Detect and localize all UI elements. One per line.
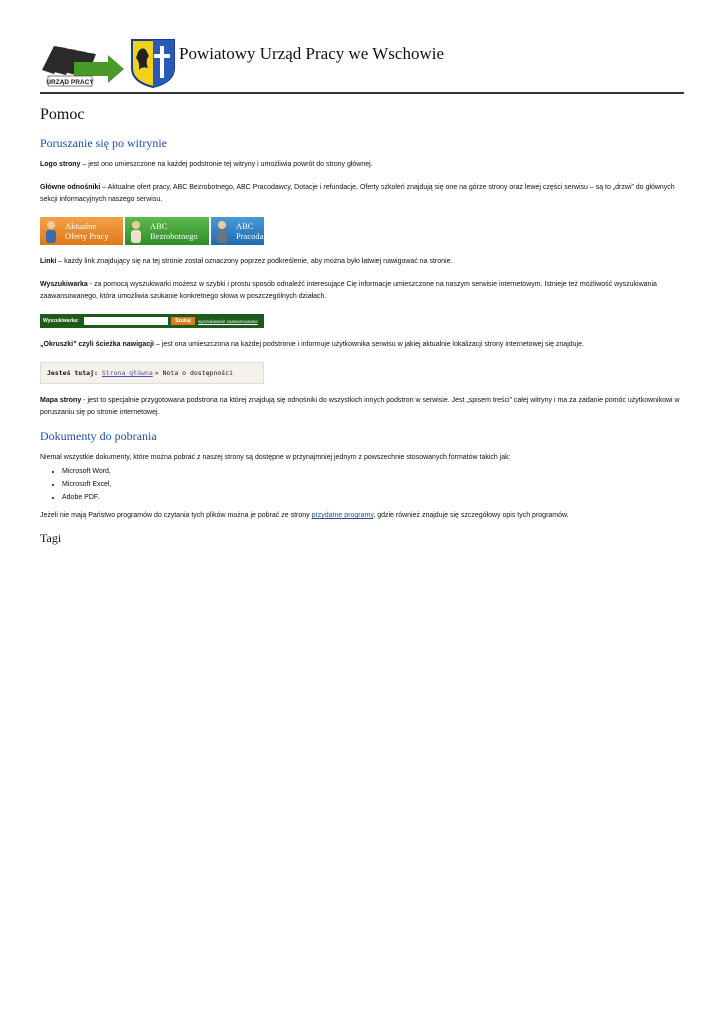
paragraph-documents-intro: Niemal wszystkie dokumenty, które można pobrać z naszej strony są dostępne w przynajmniej jednym z powszechnie stosowanych formatów takich jak:	[40, 454, 511, 461]
useful-programs-link[interactable]: przydatne programy	[311, 512, 374, 519]
term-search: Wyszukiwarka	[40, 281, 88, 288]
term-logo: Logo strony	[40, 161, 81, 168]
breadcrumb-current: » Nota o dostępności	[154, 369, 234, 377]
searchbar-example	[40, 314, 264, 328]
list-item: • Microsoft Word,	[62, 465, 684, 478]
breadcrumb-home-link[interactable]: Strona główna	[101, 369, 153, 377]
urzad-pracy-logo[interactable]	[40, 42, 126, 88]
paragraph-links	[40, 256, 684, 268]
search-button[interactable]: Szukaj	[171, 317, 195, 325]
search-input[interactable]	[84, 317, 168, 325]
term-sitemap: Mapa strony	[40, 397, 82, 404]
outro-after: , gdzie również znajduje się szczegółowy opis tych programów.	[373, 512, 569, 519]
desc-main-links: – Aktualne ofert pracy, ABC Bezrobotnego, ABC Pracodawcy, Dotacje i refundacje, Oferty szkoleń znajdują się one na górze strony oraz lewej części serwisu – są to „drzwi” do głównych sekcji informacyjnych naszego serwisu.	[40, 184, 675, 203]
breadcrumb-label: Jesteś tutaj:	[47, 369, 98, 377]
site-title[interactable]: Powiatowy Urząd Pracy we Wschowie	[179, 44, 445, 63]
person-icon	[43, 219, 59, 243]
search-label: Wyszukiwarka:	[43, 318, 79, 324]
paragraph-main-links	[40, 182, 684, 206]
term-links: Linki	[40, 258, 57, 265]
paragraph-breadcrumbs	[40, 339, 684, 351]
page-title: Pomoc	[40, 106, 85, 123]
tile-abc-pracodawcy[interactable]	[211, 217, 278, 245]
desc-search: - za pomocą wyszukiwarki możesz w szybki i prostu sposób odnaleźć interesujące Cię informacje umieszczone na naszym serwisie internetowym. Istnieje też możliwość wyszukiwania zaawansowanego, która umożliwia szukanie konkretnego słowa w poszczególnych działach.	[40, 281, 657, 300]
tile1-line1: Aktualne	[65, 221, 97, 231]
term-breadcrumbs: „Okruszki” czyli ścieżka nawigacji	[40, 341, 154, 348]
tile3-line2: Pracodawcy	[236, 231, 278, 241]
page	[40, 0, 684, 546]
advanced-search-link[interactable]: wyszukiwanie zaawansowane	[198, 318, 258, 324]
desc-sitemap: - jest to specjalnie przygotowana podstrona na której znajdują się odnośniki do wszystkich innych podstron w serwisie. Jest „spisem treści” całej witryny i ma za zadanie pomóc użytkownikowi w poruszaniu się po stronie internetowej.	[40, 397, 680, 416]
paragraph-sitemap	[40, 395, 684, 419]
desc-links: – każdy link znajdujący się na tej stronie został oznaczony poprzez podkreślenie, aby można było łatwiej nawigować na stronie.	[56, 258, 453, 265]
tile-abc-bezrobotnego[interactable]	[125, 217, 209, 245]
section-heading-documents: Dokumenty do pobrania	[40, 429, 157, 443]
tile3-line1: ABC	[236, 221, 254, 231]
desc-logo: – jest ono umieszczone na każdej podstronie tej witryny i umożliwia powrót do strony głównej.	[80, 161, 373, 168]
tile2-line1: ABC	[150, 221, 168, 231]
tile1-line2: Oferty Pracy	[65, 231, 109, 241]
tags-heading: Tagi	[40, 531, 62, 545]
list-item: • Microsoft Excel,	[62, 478, 684, 491]
breadcrumb-example	[40, 362, 264, 384]
paragraph-search	[40, 279, 684, 303]
tile2-line2: Bezrobotnego	[150, 231, 198, 241]
tile-aktualne-oferty[interactable]	[40, 217, 123, 245]
person-icon	[128, 219, 144, 243]
menu-banner-example	[40, 217, 278, 245]
outro-before: Jeżeli nie mają Państwo programów do czytania tych plików można je pobrać ze strony	[40, 512, 312, 519]
term-main-links: Główne odnośniki	[40, 184, 101, 191]
list-item: • Adobe PDF.	[62, 491, 684, 504]
coat-of-arms-icon	[130, 38, 176, 88]
section-heading-navigation: Poruszanie się po witrynie	[40, 136, 167, 150]
desc-breadcrumbs: – jest ona umieszczona na każdej podstronie i informuje użytkownika serwisu w jakiej aktualnie lokalizacji strony internetowej się znajduje.	[154, 341, 584, 348]
paragraph-logo	[40, 159, 684, 171]
site-header	[40, 0, 684, 94]
person-icon	[214, 219, 230, 243]
logo-text: URZĄD PRACY	[46, 79, 94, 86]
formats-list	[40, 465, 684, 504]
paragraph-documents-outro	[40, 510, 684, 522]
